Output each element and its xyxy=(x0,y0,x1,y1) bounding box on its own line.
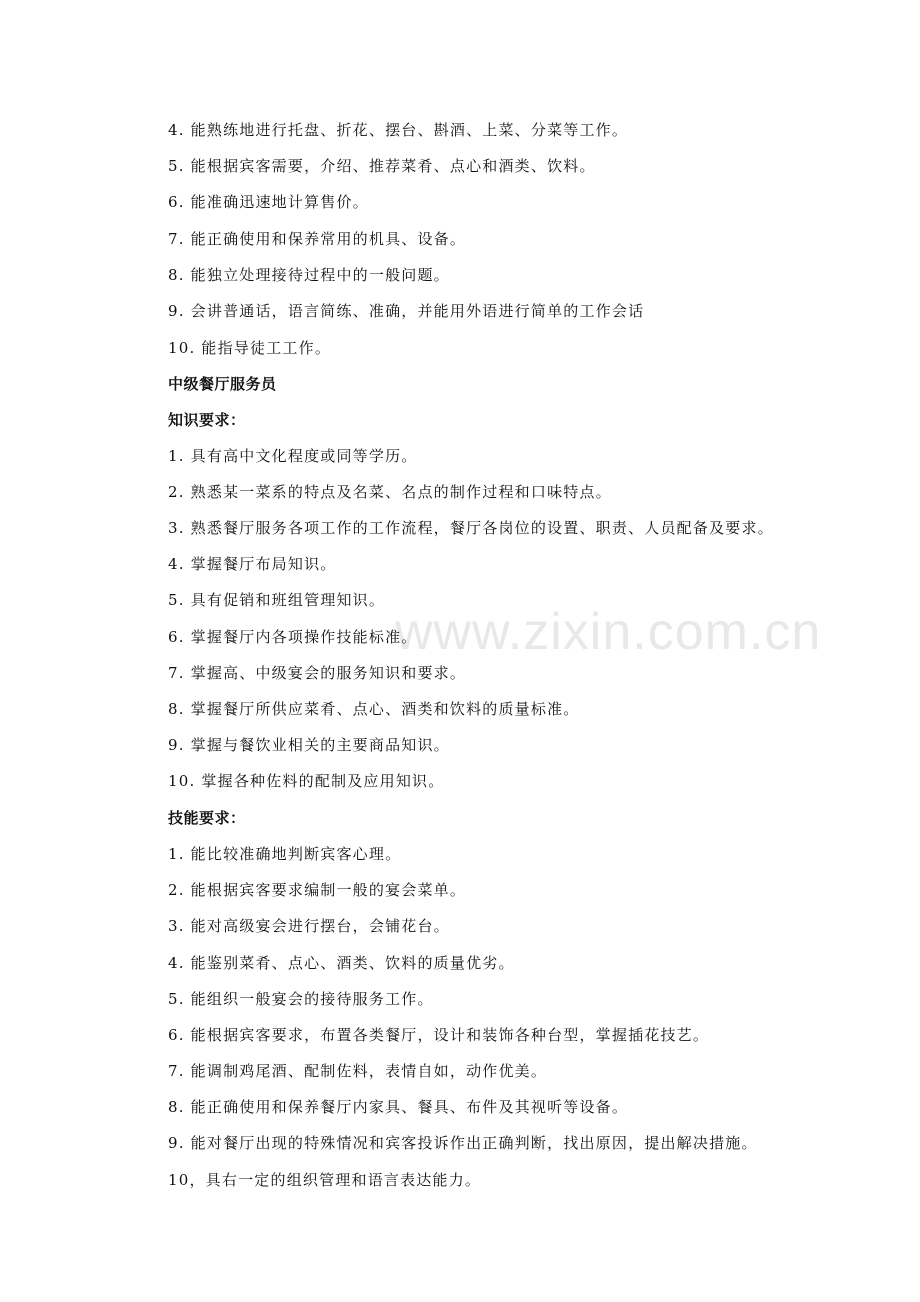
knowledge-item: 6. 掌握餐厅内各项操作技能标准。 xyxy=(168,628,418,646)
section-title: 中级餐厅服务员 xyxy=(168,375,277,393)
list-item: 4. 能熟练地进行托盘、折花、摆台、斟酒、上菜、分菜等工作。 xyxy=(168,121,629,139)
list-item: 6. 能准确迅速地计算售价。 xyxy=(168,193,369,211)
knowledge-item: 4. 掌握餐厅布局知识。 xyxy=(168,555,337,573)
skills-item: 3. 能对高级宴会进行摆台，会铺花台。 xyxy=(168,917,450,935)
knowledge-item: 7. 掌握高、中级宴会的服务知识和要求。 xyxy=(168,664,467,682)
skills-item: 1. 能比较准确地判断宾客心理。 xyxy=(168,845,402,863)
knowledge-item: 1. 具有高中文化程度或同等学历。 xyxy=(168,447,418,465)
skills-item: 6. 能根据宾客要求，布置各类餐厅，设计和装饰各种台型，掌握插花技艺。 xyxy=(168,1026,710,1044)
skills-item: 7. 能调制鸡尾酒、配制佐料，表情自如，动作优美。 xyxy=(168,1062,548,1080)
watermark: www.zixin.com.cn xyxy=(395,603,822,661)
knowledge-item: 9. 掌握与餐饮业相关的主要商品知识。 xyxy=(168,736,450,754)
list-item: 7. 能正确使用和保养常用的机具、设备。 xyxy=(168,230,467,248)
knowledge-item: 10. 掌握各种佐料的配制及应用知识。 xyxy=(168,772,445,790)
list-item: 10. 能指导徒工工作。 xyxy=(168,339,332,357)
skills-item: 8. 能正确使用和保养餐厅内家具、餐具、布件及其视听等设备。 xyxy=(168,1098,629,1116)
list-item: 8. 能独立处理接待过程中的一般问题。 xyxy=(168,266,450,284)
knowledge-item: 3. 熟悉餐厅服务各项工作的工作流程，餐厅各岗位的设置、职责、人员配备及要求。 xyxy=(168,519,774,537)
skills-item: 5. 能组织一般宴会的接待服务工作。 xyxy=(168,990,434,1008)
skills-item: 4. 能鉴别菜肴、点心、酒类、饮料的质量优劣。 xyxy=(168,954,515,972)
knowledge-item: 8. 掌握餐厅所供应菜肴、点心、酒类和饮料的质量标准。 xyxy=(168,700,580,718)
skills-heading: 技能要求： xyxy=(168,809,246,827)
skills-item: 2. 能根据宾客要求编制一般的宴会菜单。 xyxy=(168,881,467,899)
knowledge-item: 2. 熟悉某一菜系的特点及名菜、名点的制作过程和口味特点。 xyxy=(168,483,612,501)
skills-item: 10，具右一定的组织管理和语言表达能力。 xyxy=(168,1171,482,1189)
list-item: 5. 能根据宾客需要，介绍、推荐菜肴、点心和酒类、饮料。 xyxy=(168,157,596,175)
list-item: 9. 会讲普通话，语言简练、准确，并能用外语进行简单的工作会话 xyxy=(168,302,645,320)
knowledge-item: 5. 具有促销和班组管理知识。 xyxy=(168,591,386,609)
skills-item: 9. 能对餐厅出现的特殊情况和宾客投诉作出正确判断，找出原因，提出解决措施。 xyxy=(168,1134,758,1152)
knowledge-heading: 知识要求： xyxy=(168,411,246,429)
